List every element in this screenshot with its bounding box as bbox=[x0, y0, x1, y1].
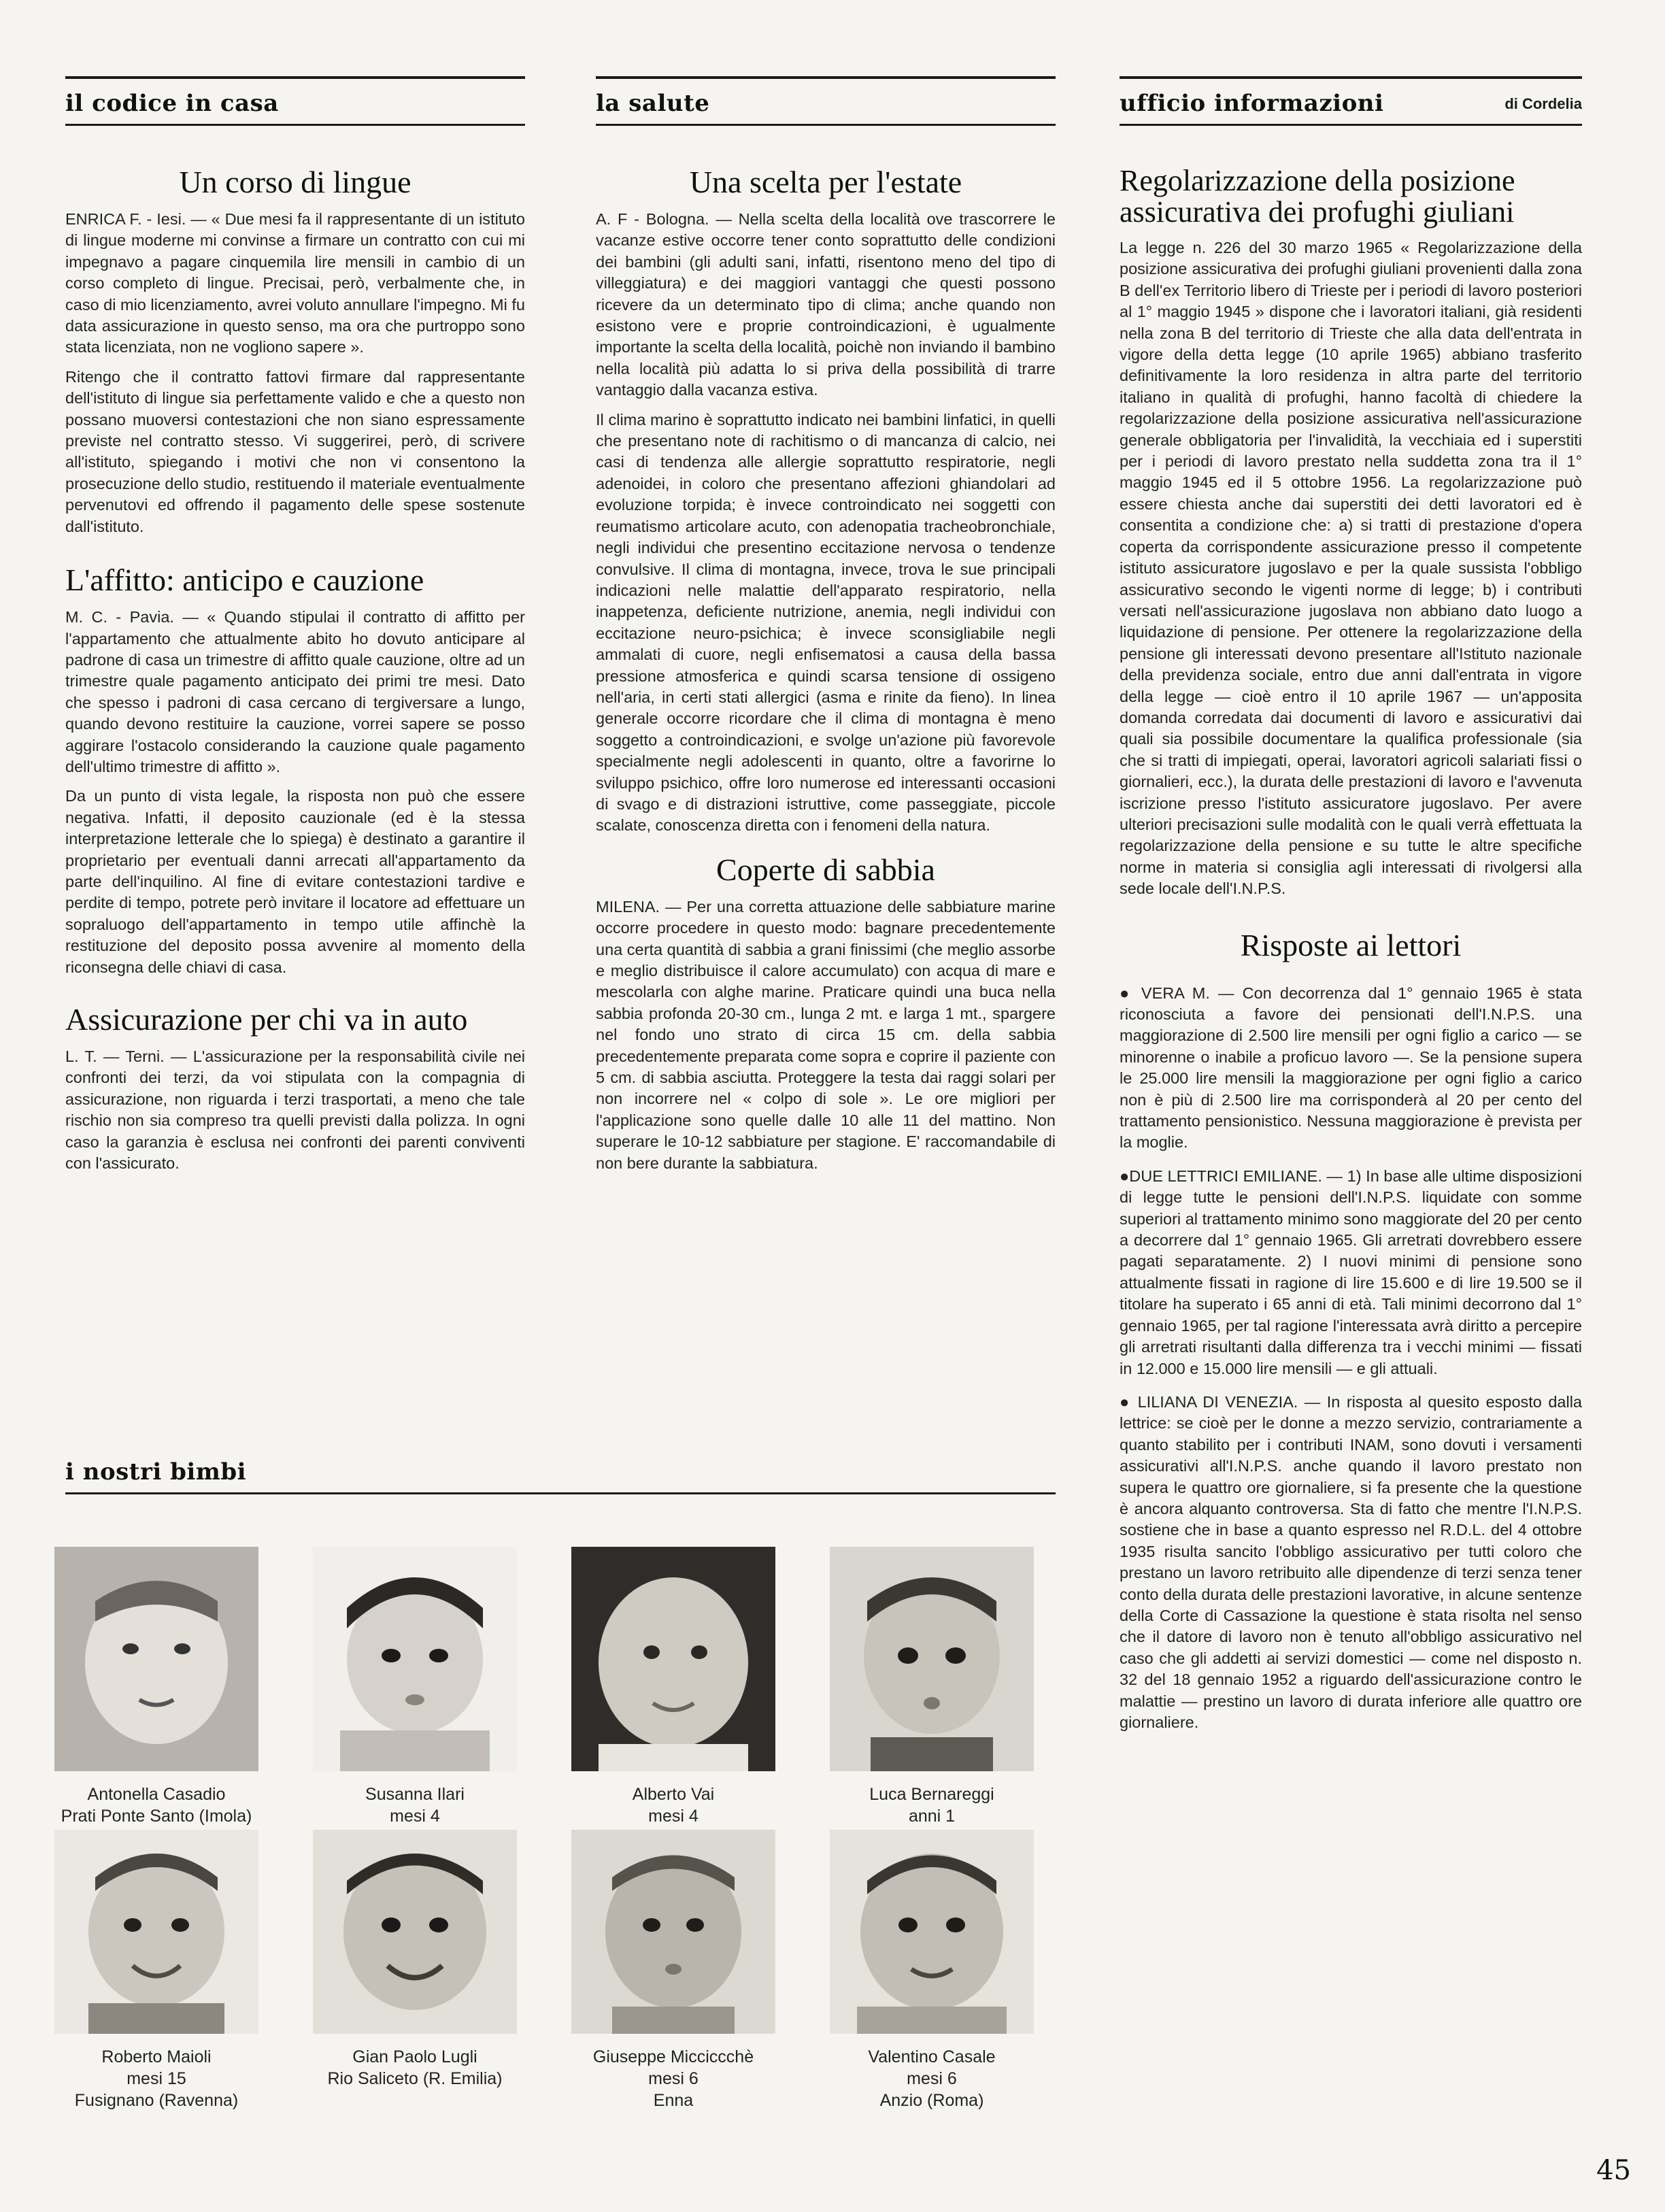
section-header-ufficio bbox=[1120, 76, 1582, 126]
article-paragraph: A. F - Bologna. — Nella scelta della località ove trascorrere le vacanze estive occorre tener conto soprattutto delle condizioni dei bambini (gli adulti sani, infatti, risentono meno del tipo di villeggiatura) e dei maggiori vantaggi che questi possono ricevere da un determinato tipo di clima; anche quando non esistono vere e proprie controindicazioni, è ugualmente importante la scelta della località, poichè non inviando il bambino nella località più adatta lo si priva della possibilità di trarre vantaggio dalla vacanza estiva. bbox=[596, 210, 1056, 399]
kid-name: Susanna Ilari bbox=[365, 1785, 465, 1804]
section-bimbi bbox=[65, 1442, 1056, 1494]
kid-name: Gian Paolo Lugli bbox=[352, 2047, 477, 2066]
article-title: Un corso di lingue bbox=[179, 165, 411, 199]
author-byline: di Cordelia bbox=[1504, 95, 1582, 112]
article-title: Assicurazione per chi va in auto bbox=[65, 1002, 468, 1037]
kid-card bbox=[816, 1547, 1047, 1849]
kid-card bbox=[299, 1830, 531, 2090]
column-ufficio bbox=[1120, 76, 1582, 1741]
kid-photo bbox=[54, 1830, 258, 2034]
kid-photo bbox=[313, 1547, 517, 1771]
article-paragraph: ENRICA F. - Iesi. — « Due mesi fa il rappresentante di un istituto di lingue moderne mi convinse a firmare un contratto con cui mi impegnavo a pagare cinquemila lire mensili in cambio di un corso completo di lingue. Precisai, però, verbalmente che, in caso di mio licenziamento, avrei voluto annullare l'impegno. Mi fu data assicurazione in questo senso, ma ora che purtroppo sono stata licenziata, non ne vogliono sapere ». bbox=[65, 210, 525, 356]
kid-photo bbox=[830, 1830, 1034, 2034]
column-salute bbox=[596, 76, 1056, 1182]
article-paragraph: MILENA. — Per una corretta attuazione delle sabbiature marine occorre procedere in questo modo: bagnare precedentemente una certa quantità di sabbia a grani finissimi (che meglio assorbe e meglio distribuisce il calore accumulato) con acqua di mare e mescolarla con alghe marine. Praticare quindi una buca nella sabbia profonda 20-30 cm., lunga 2 mt. e larga 1 mt., spargere nel fondo uno strato di circa 15 cm. della sabbia precedentemente preparata come sopra e coprire il paziente con 5 cm. di sabbia asciutta. Proteggere la testa dai raggi solari per non incorrere nel « colpo di sole ». Le ore migliori per l'applicazione sono quelle dalle 10 alle 11 del mattino. Non superare le 10-12 sabbiature per stagione. E' raccomandabile di non bere durante la sabbiatura. bbox=[596, 897, 1056, 1172]
kid-info: anni 1 bbox=[908, 1807, 956, 1826]
kid-info: Prati Ponte Santo (Imola) bbox=[61, 1807, 252, 1826]
kid-photo bbox=[571, 1547, 775, 1771]
kid-place: Anzio (Roma) bbox=[879, 2091, 984, 2110]
reader-reply: ●DUE LETTRICI EMILIANE. — 1) In base alle ultime disposizioni di legge tutte le pensioni dell'I.N.P.S. liquidate con somme superiori al trattamento minimo sono maggiorate del 20 per cento a decorrere dal 1° gennaio 1965. Gli arretrati dovrebbero essere pagati separatamente. 2) I nuovi minimi di pensione sono attualmente fissati in ragione di lire 15.600 e di lire 19.500 se il titolare ha superato i 65 anni di età. Tali minimi decorrono dal 1° gennaio 1965, per tal ragione l'interessata avrà diritto a percepire gli arretrati risultanti dalla differenza tra i vecchi minimi — fissati in 12.000 e 15.000 lire mensili — e gli attuali. bbox=[1120, 1167, 1582, 1377]
kid-card bbox=[558, 1830, 789, 2111]
kid-card bbox=[41, 1830, 272, 2111]
kid-card bbox=[299, 1547, 531, 1849]
article-paragraph: Da un punto di vista legale, la risposta non può che essere negativa. Infatti, il deposito cauzionale (ed è la stessa interpretazione letterale che lo spiega) è destinato a garantire il proprietario per eventuali danni arrecati all'appartamento da parte dell'inquilino. Al fine di evitare contestazioni tardive e perdite di tempo, potrete però invitare il locatore ad effettuare un sopraluogo dell'appartamento in tempo utile affinchè la restituzione del deposito possa avvenire al momento della riconsegna delle chiavi di casa. bbox=[65, 787, 525, 976]
kid-info: mesi 4 bbox=[648, 1807, 699, 1826]
kid-card bbox=[41, 1547, 272, 1827]
article-title: Regolarizzazione della posizione assicurativa dei profughi giuliani bbox=[1120, 164, 1515, 229]
kid-photo bbox=[313, 1830, 517, 2034]
section-title: la salute bbox=[596, 90, 710, 117]
section-title: ufficio informazioni bbox=[1120, 90, 1384, 117]
kid-info: mesi 4 bbox=[390, 1807, 440, 1826]
kid-info: mesi 6 bbox=[907, 2069, 957, 2088]
section-header-bimbi bbox=[65, 1442, 1056, 1494]
kid-card bbox=[816, 1830, 1047, 2111]
article-title: Coperte di sabbia bbox=[716, 852, 935, 887]
article-paragraph: La legge n. 226 del 30 marzo 1965 « Regolarizzazione della posizione assicurativa dei profughi giuliani provenienti dalla zona B dell'ex Territorio libero di Trieste per i periodi di lavoro posteriori al 1° maggio 1945 » dispone che i lavoratori italiani, già residenti nella zona B del territorio di Trieste che alla data dell'entrata in vigore della detta legge (10 aprile 1965) abbiano trasferito definitivamente la loro residenza in altra parte del territorio italiano in qualità di profughi, hanno facoltà di chiedere la regolarizzazione della posizione assicurativa nell'assicurazione generale obbligatoria per l'invalidità, la vecchiaia ed i superstiti per i periodi di lavoro prestato nella suddetta zona tra il 1° maggio 1945 ed il 5 ottobre 1956. La regolarizzazione può essere chiesta anche dai superstiti dei detti lavoratori ed è consentita a condizione che: a) si tratti di prestazione d'opera coperta da corrispondente assicurazione presso il competente istituto assicuratore jugoslavo e per la quale sussista l'obbligo assicurativo secondo le vigenti norme di legge; b) i contributi versati nell'assicurazione jugoslava non abbiano dato luogo a liquidazione di pensione. Per ottenere la regolarizzazione della pensione gli interessati devono presentare all'Istituto nazionale della previdenza sociale, entro due anni dall'entrata in vigore della legge — cioè entro il 10 aprile 1967 — un'apposita domanda corredata dai documenti di lavoro e assicurativi dai quali sia possibile documentare la qualifica professionale (sia che si tratti di impiegati, operai, lavoratori agricoli salariati fissi o giornalieri, ecc.), la durata delle prestazioni di lavoro e l'avvenuta iscrizione presso l'istituto assicuratore jugoslavo. Per avere ulteriori precisazioni sulle modalità con le quali verrà effettuata la regolarizzazione della pensione e su tutte le altre specifiche norme in materia si consiglia agli interessati di rivolgersi alla sede locale dell'I.N.P.S. bbox=[1120, 239, 1582, 898]
article-title: Risposte ai lettori bbox=[1240, 927, 1462, 962]
kid-name: Luca Bernareggi bbox=[869, 1785, 994, 1804]
kid-info: Rio Saliceto (R. Emilia) bbox=[327, 2069, 503, 2088]
reader-reply: ● VERA M. — Con decorrenza dal 1° gennaio 1965 è stata riconosciuta a favore dei pensionati dell'I.N.P.S. una maggiorazione di 2.500 lire mensili per ogni figlio a carico — se minorenne o inabile a proficuo lavoro —. Se la pensione supera le 25.000 lire mensili la maggiorazione per ogni figlio a carico non è più di 2.500 lire ma corrisponderà al 20 per cento del trattamento pensionistico. Nessuna maggiorazione è prevista per la moglie. bbox=[1120, 984, 1582, 1152]
kid-name: Giuseppe Micciccchè bbox=[592, 2047, 754, 2066]
section-title: il codice in casa bbox=[65, 90, 279, 117]
article-paragraph: M. C. - Pavia. — « Quando stipulai il contratto di affitto per l'appartamento che attualmente abito ho dovuto anticipare al padrone di casa un trimestre di affitto quale cauzione, oltre ad un trimestre quale pagamento anticipato dei primi tre mesi. Dato che spesso i padroni di casa cercano di tergiversare a lungo, quando devono restituire la cauzione, vorrei sapere se posso aggirare l'ostacolo considerando la cauzione quale pagamento dell'ultimo trimestre di affitto ». bbox=[65, 608, 525, 775]
article-title: L'affitto: anticipo e cauzione bbox=[65, 563, 424, 598]
page-number: 45 bbox=[1596, 2155, 1631, 2186]
article-paragraph: Ritengo che il contratto fattovi firmare dal rappresentante dell'istituto di lingue sia perfettamente valido e che a questo non possano muoversi contestazioni che non siano espressamente previste nel contratto stesso. Vi suggerirei, però, di scrivere all'istituto, spiegando i motivi che non vi consentono la prosecuzione dello studio, restituendo il materiale eventualmente pervenutovi ed offrendo il pagamento delle spese sostenute dall'istituto. bbox=[65, 367, 525, 535]
kid-info: mesi 6 bbox=[648, 2069, 699, 2088]
article-title: Una scelta per l'estate bbox=[689, 165, 962, 199]
kid-name: Valentino Casale bbox=[868, 2047, 996, 2066]
section-header-salute bbox=[596, 76, 1056, 126]
kid-name: Roberto Maioli bbox=[101, 2047, 212, 2066]
kid-info: mesi 15 bbox=[127, 2069, 186, 2088]
kid-photo bbox=[54, 1547, 258, 1771]
kid-photo bbox=[830, 1547, 1034, 1771]
kid-name: Antonella Casadio bbox=[87, 1785, 226, 1804]
kid-place: Enna bbox=[653, 2091, 694, 2110]
section-title: i nostri bimbi bbox=[65, 1458, 247, 1486]
column-codice bbox=[65, 76, 525, 1182]
kid-card bbox=[558, 1547, 789, 1849]
kid-name: Alberto Vai bbox=[632, 1785, 715, 1804]
article-paragraph: L. T. — Terni. — L'assicurazione per la responsabilità civile nei confronti dei terzi, da voi stipulata con la compagnia di assicurazione, non riguarda i terzi trasportati, a meno che tale rischio non sia compreso tra quelli previsti dalla polizza. In ogni caso la garanzia è esclusa nei confronti dei parenti conviventi con l'assicurato. bbox=[65, 1048, 525, 1173]
section-header-codice bbox=[65, 76, 525, 126]
kid-photo bbox=[571, 1830, 775, 2034]
article-paragraph: Il clima marino è soprattutto indicato nei bambini linfatici, in quelli che presentano note di rachitismo o di mancanza di calcio, nei casi di tendenza alle allergie soprattutto respiratorie, negli adenoidei, in coloro che presentano affezioni ghiandolari ad evoluzione torpida; è invece controindicato nei soggetti con reumatismo articolare acuto, con adenopatia tracheobronchiale, negli individui che presentino eccitazione nervosa o tendenze convulsive. Il clima di montagna, invece, trova le sue principali indicazioni nelle malattie dell'apparato respiratorio, nella inappetenza, deficiente nutrizione, anemia, negli individui con eccitazione neuro-psichica; è invece sconsigliabile negli ammalati di cuore, negli enfisematosi a causa della bassa pressione atmosferica e quindi scarsa tensione di ossigeno nell'aria, in certi stati allergici (asma e rinite da fieno). In linea generale occorre ricordare che il clima di montagna è meno soggetto a controindicazioni, e svolge un'azione più favorevole specialmente negli adolescenti in quanto, oltre a favorirne lo sviluppo psichico, offre loro numerose ed interessanti occasioni di svago e di distrazioni istruttive, come passeggiate, piccole scalate, conoscenza diretta con i fenomeni della natura. bbox=[596, 410, 1056, 835]
reader-reply: ● LILIANA DI VENEZIA. — In risposta al quesito esposto dalla lettrice: se cioè per le donne a mezzo servizio, contrariamente a quanto stabilito per i contributi INAM, sono dovuti i versamenti assicurativi all'I.N.P.S. anche quando il lavoro prestato non supera le quattro ore giornaliere, si fa presente che la questione è ancora alquanto controversa. Sta di fatto che mentre l'I.N.P.S. sostiene che in base a quanto espresso nel R.D.L. del 4 ottobre 1935 risulta sancito l'obbligo assicurativo per tutti coloro che prestano un lavoro retribuito alle dipendenze di terzi senza tener conto della durata delle prestazioni lavorative, in alcune sentenze della Corte di Cassazione la questione è stata risolta nel senso che il datore di lavoro non è tenuto all'obbligo assicurativo nel caso che gli addetti ai servizi domestici — come nel disposto n. 32 del 18 gennaio 1952 a riguardo dell'assicurazione contro le malattie — prestino un lavoro di durata inferiore alle quattro ore giornaliere. bbox=[1120, 1392, 1582, 1731]
kid-place: Fusignano (Ravenna) bbox=[74, 2091, 239, 2110]
